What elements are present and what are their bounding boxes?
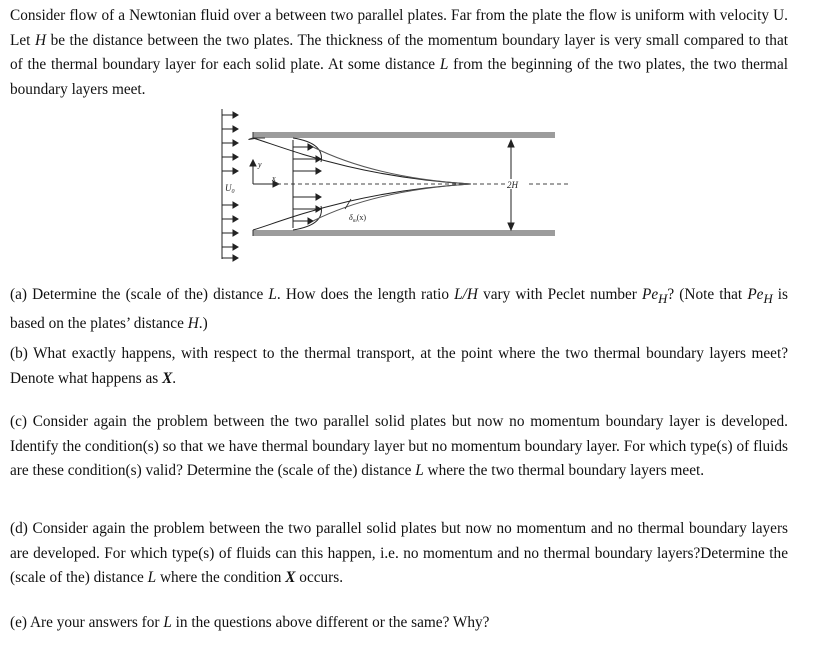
qc-text-2: where the two thermal boundary layers meet. bbox=[423, 462, 705, 480]
qa-text-6: .) bbox=[198, 314, 208, 332]
qe-text-2: in the questions above different or the same? Why? bbox=[171, 614, 490, 631]
question-e bbox=[10, 611, 788, 636]
qb-text-2: . bbox=[172, 369, 177, 387]
qa-text-5: is based on the plates’ distance bbox=[10, 286, 788, 332]
question-b bbox=[10, 342, 788, 391]
qc-text-1: (c) Consider again the problem between the two parallel solid plates but now no momentum boundary layer is developed. Identify the condition(s) so that we have thermal boundary layer but no momentum boundary layer. For which type(s) of fluids are these condition(s) valid? Determine the (scale of the) distance bbox=[10, 413, 788, 480]
math-L: L bbox=[163, 614, 172, 631]
u0-label: $U_0$ bbox=[225, 183, 235, 195]
math-X: X bbox=[285, 569, 296, 587]
2h-label: 2H bbox=[507, 180, 518, 190]
question-a bbox=[10, 283, 788, 336]
math-pe: $Pe_H$ bbox=[642, 286, 668, 307]
qd-text-3: occurs. bbox=[295, 569, 344, 587]
problem-intro bbox=[10, 4, 788, 102]
intro-text-2: be the distance between the two plates. The thickness of the momentum boundary layer is very small compared to that of the thermal boundary layer for each solid plate. At some distance bbox=[10, 31, 789, 74]
intro-text-3: from the beginning of the two plates, the two thermal boundary layers meet. bbox=[10, 56, 788, 98]
upper-plate bbox=[253, 132, 555, 138]
question-c bbox=[10, 410, 788, 484]
math-H: H bbox=[187, 314, 199, 332]
qa-text-4: ? (Note that bbox=[667, 286, 748, 303]
math-X: X bbox=[162, 369, 173, 387]
x-axis-label: x bbox=[272, 174, 276, 183]
channel-flow-figure bbox=[213, 107, 573, 267]
math-ratio: L/H bbox=[454, 286, 478, 303]
math-pe: $Pe_H$ bbox=[747, 286, 773, 307]
intro-text-1: Consider flow of a Newtonian fluid over a between two parallel plates. Far from the plate the flow is uniform with velocity U. Let bbox=[10, 7, 788, 49]
qd-text-2: where the condition bbox=[156, 569, 286, 587]
math-L: L bbox=[439, 56, 449, 74]
qe-text-1: (e) Are your answers for bbox=[10, 614, 164, 631]
qd-text-1: (d) Consider again the problem between the two parallel solid plates but now no momentum and no thermal boundary layers are developed. For which type(s) of fluids can this happen, i.e. no momentum and no thermal boundary layers?Determine the (scale of the) distance bbox=[10, 520, 788, 587]
qa-text-2: . How does the length ratio bbox=[276, 286, 455, 303]
lower-plate bbox=[253, 230, 555, 236]
math-L: L bbox=[415, 462, 424, 480]
question-d bbox=[10, 517, 788, 591]
math-H: H bbox=[34, 31, 47, 49]
y-axis-label: y bbox=[258, 160, 262, 169]
math-L: L bbox=[268, 286, 277, 303]
qa-text-1: (a) Determine the (scale of the) distance bbox=[10, 286, 269, 303]
qb-text-1: (b) What exactly happens, with respect to the thermal transport, at the point where the two thermal boundary layers meet? Denote what happens as bbox=[10, 345, 788, 387]
qa-text-3: vary with Peclet number bbox=[477, 286, 643, 303]
math-L: L bbox=[147, 569, 157, 587]
delta-label: $\delta_m(x)$ bbox=[349, 213, 367, 224]
